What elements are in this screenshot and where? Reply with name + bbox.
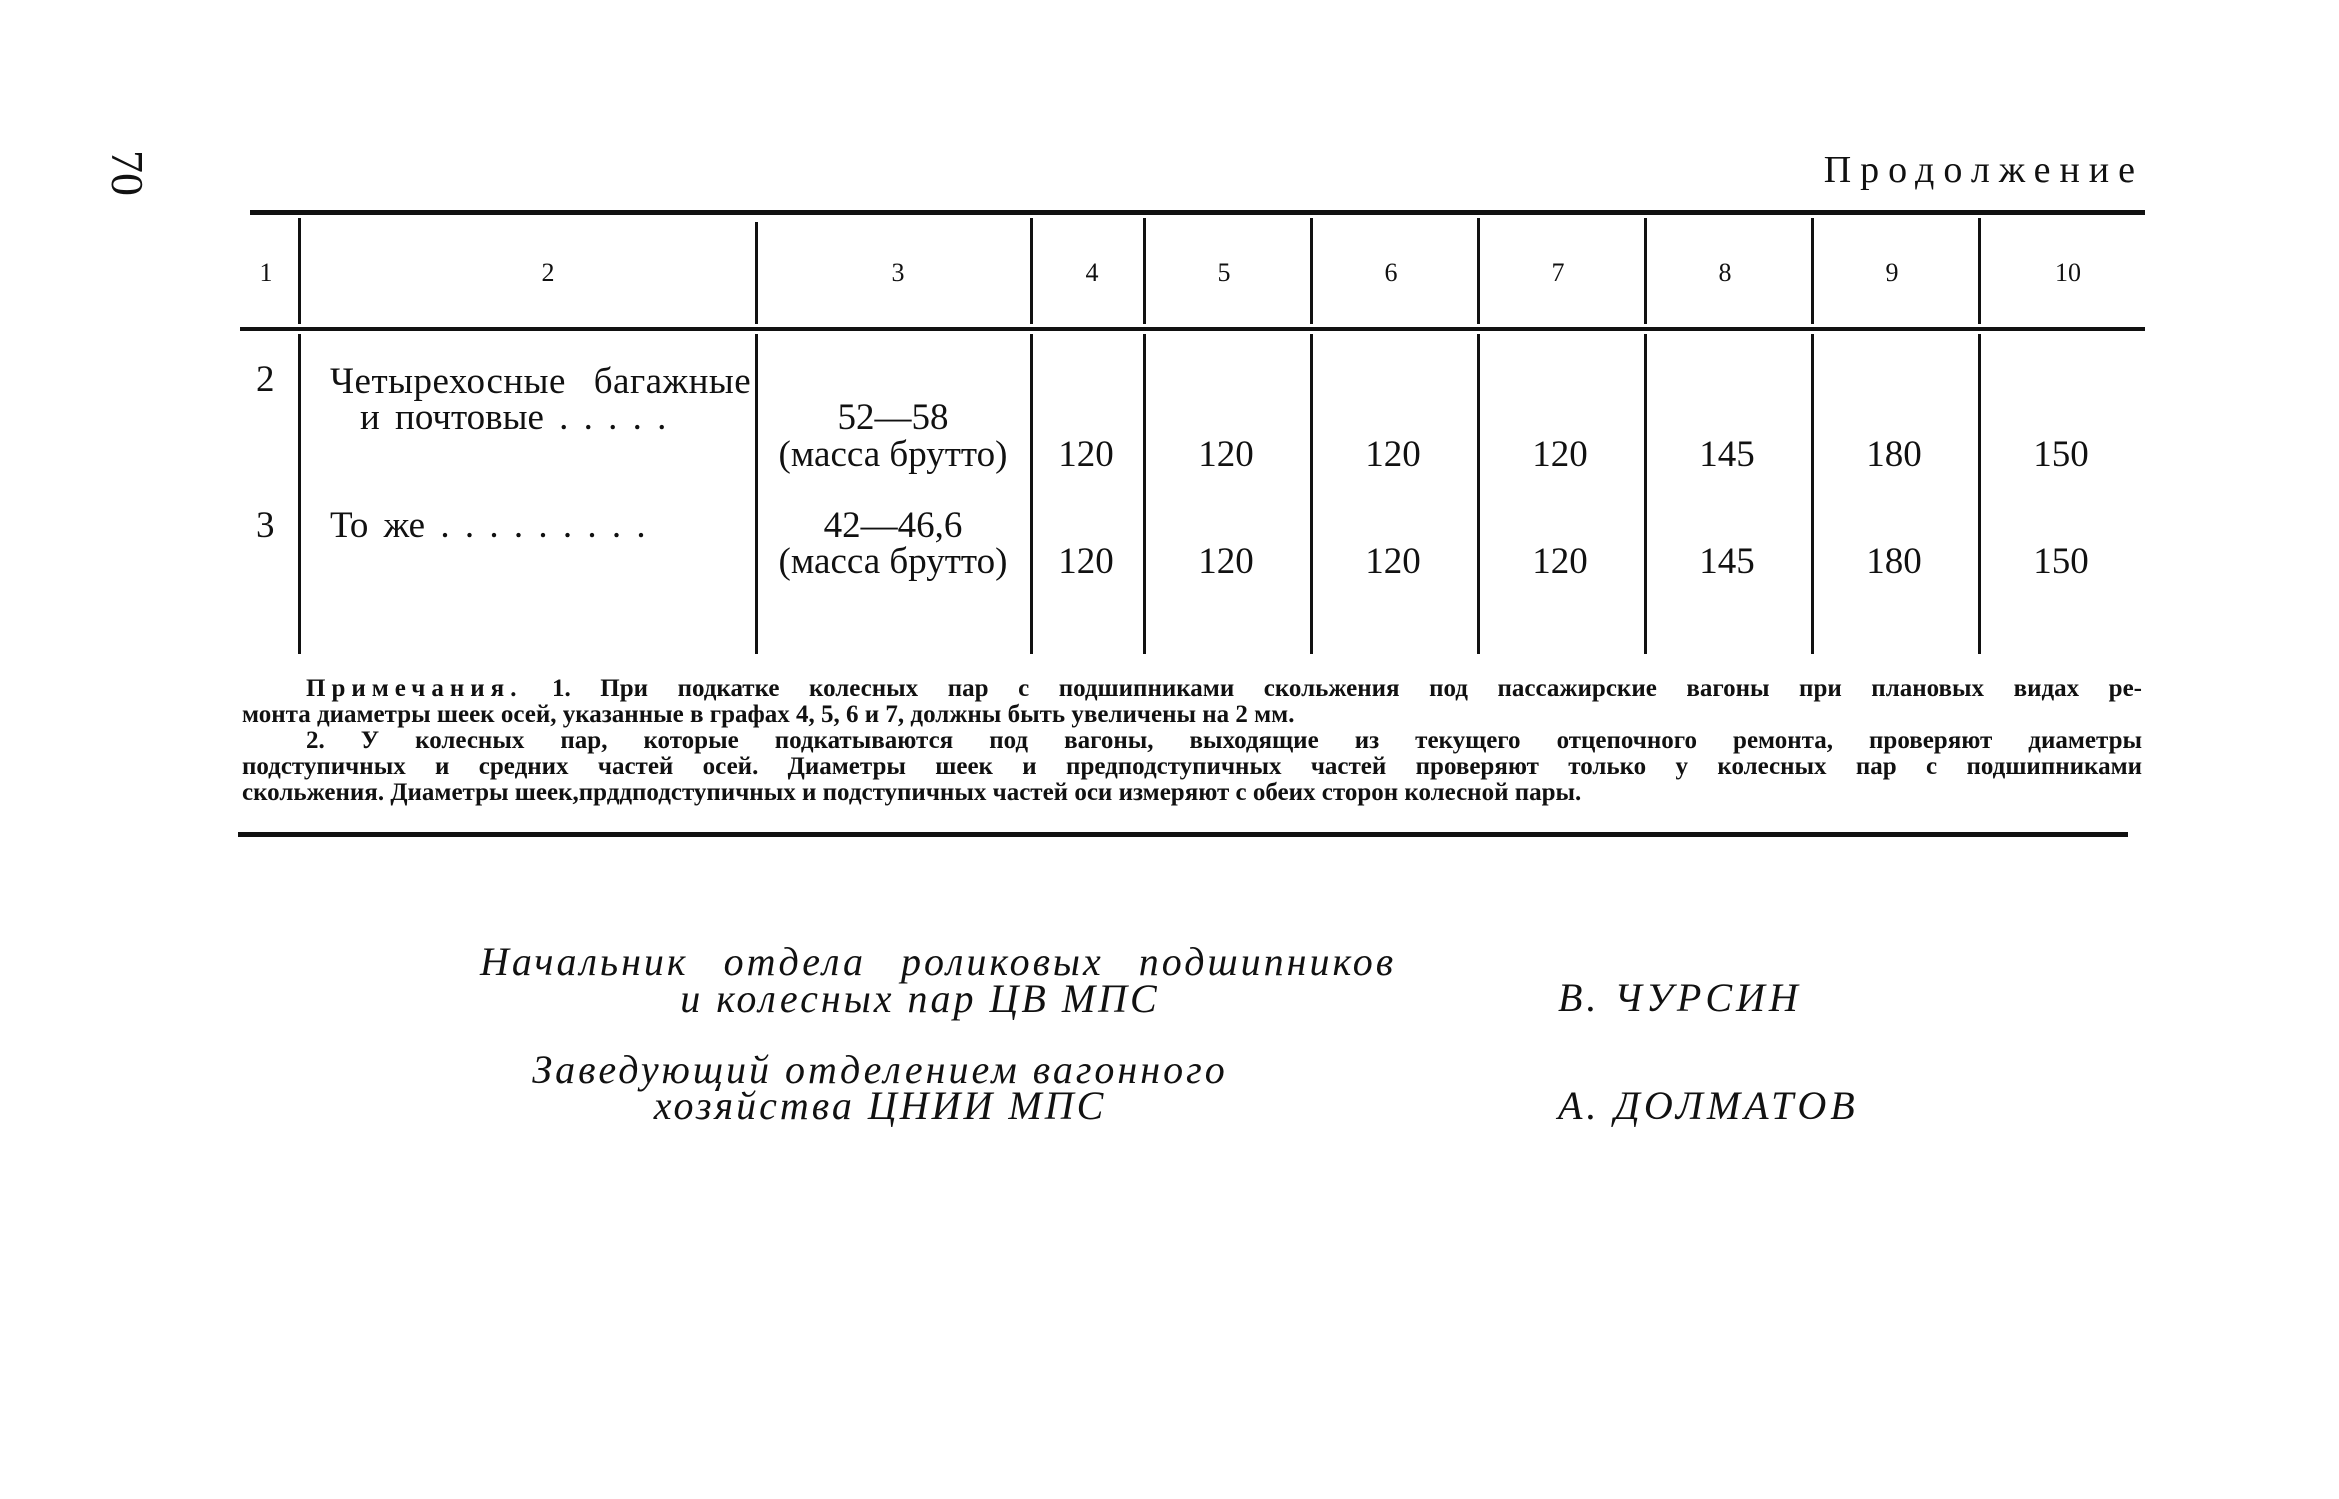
row-value: 180 <box>1866 541 1922 582</box>
column-divider <box>1030 218 1033 324</box>
row-value: 180 <box>1866 434 1922 475</box>
row-value: 150 <box>2033 434 2089 475</box>
row-number: 2 <box>256 359 275 400</box>
column-header: 5 <box>1217 258 1231 287</box>
column-divider <box>1811 334 1814 654</box>
row-name: То же . . . . . . . . . <box>330 505 646 546</box>
notes-label: Примечания. <box>306 675 523 702</box>
column-divider <box>1030 334 1033 654</box>
note-line: 2. У колесных пар, которые подкатываются под вагоны, выходящие из текущего отцепочного ремонта, проверяют диаметры <box>306 727 2142 754</box>
row-name: и почтовые . . . . . <box>360 397 667 438</box>
row-value: 120 <box>1365 541 1421 582</box>
row-value: 120 <box>1058 434 1114 475</box>
column-divider <box>1978 218 1981 324</box>
row-number: 3 <box>256 505 275 546</box>
column-divider <box>1477 334 1480 654</box>
signatory-title: хозяйства ЦНИИ МПС <box>653 1083 1107 1128</box>
column-header: 2 <box>541 258 555 287</box>
table-top-rule <box>250 210 2145 215</box>
row-value: 120 <box>1198 434 1254 475</box>
row-name: Четырехосные багажные <box>330 361 752 402</box>
row-mass: (масса брутто) <box>778 434 1008 475</box>
note-text: 1. При подкатке колесных пар с подшипниками скольжения под пассажирские вагоны при плановых видах ре- <box>552 675 2142 702</box>
column-divider <box>1143 218 1146 324</box>
column-divider <box>755 222 758 324</box>
note-line <box>242 676 2142 702</box>
table-header-rule <box>240 327 2145 331</box>
row-mass: 52—58 <box>837 397 949 438</box>
column-divider <box>298 334 301 654</box>
row-value: 150 <box>2033 541 2089 582</box>
column-header: 8 <box>1718 258 1732 287</box>
note-line: подступичных и средних частей осей. Диаметры шеек и предподступичных частей проверяют только у колесных пар с подшипниками <box>242 753 2142 780</box>
column-header: 10 <box>2055 258 2081 287</box>
column-divider <box>1644 218 1647 324</box>
row-mass: (масса брутто) <box>778 541 1008 582</box>
table-notes <box>242 676 2142 806</box>
row-value: 120 <box>1532 434 1588 475</box>
signatory-title: и колесных пар ЦВ МПС <box>680 976 1160 1021</box>
column-header: 1 <box>259 258 273 287</box>
column-divider <box>1644 334 1647 654</box>
column-divider <box>1811 218 1814 324</box>
page-number: 70 <box>102 150 153 196</box>
column-divider <box>1477 218 1480 324</box>
signatory-title: Заведующий отделением вагонного <box>532 1047 1228 1092</box>
continuation-label: Продолжение <box>1823 149 2144 191</box>
row-mass: 42—46,6 <box>823 505 963 546</box>
signatory-name: А. ДОЛМАТОВ <box>1558 1083 1859 1128</box>
column-divider <box>1978 334 1981 654</box>
row-value: 120 <box>1058 541 1114 582</box>
row-value: 145 <box>1699 434 1755 475</box>
column-header: 4 <box>1085 258 1099 287</box>
note-line: скольжения. Диаметры шеек,прддподступичных и подступичных частей оси измеряют с обеих сторон колесной пары. <box>242 779 1582 806</box>
column-header: 9 <box>1885 258 1899 287</box>
column-header: 6 <box>1384 258 1398 287</box>
row-value: 145 <box>1699 541 1755 582</box>
row-value: 120 <box>1365 434 1421 475</box>
column-header: 3 <box>891 258 905 287</box>
signatory-name: В. ЧУРСИН <box>1558 975 1802 1020</box>
signatory-title: Начальник отдела роликовых подшипников <box>480 939 1397 984</box>
column-divider <box>1310 334 1313 654</box>
row-value: 120 <box>1198 541 1254 582</box>
bottom-rule <box>238 832 2128 837</box>
row-value: 120 <box>1532 541 1588 582</box>
column-divider <box>755 334 758 654</box>
column-divider <box>1310 218 1313 324</box>
column-header: 7 <box>1551 258 1565 287</box>
note-line: монта диаметры шеек осей, указанные в графах 4, 5, 6 и 7, должны быть увеличены на 2 мм. <box>242 701 1295 728</box>
column-divider <box>1143 334 1146 654</box>
